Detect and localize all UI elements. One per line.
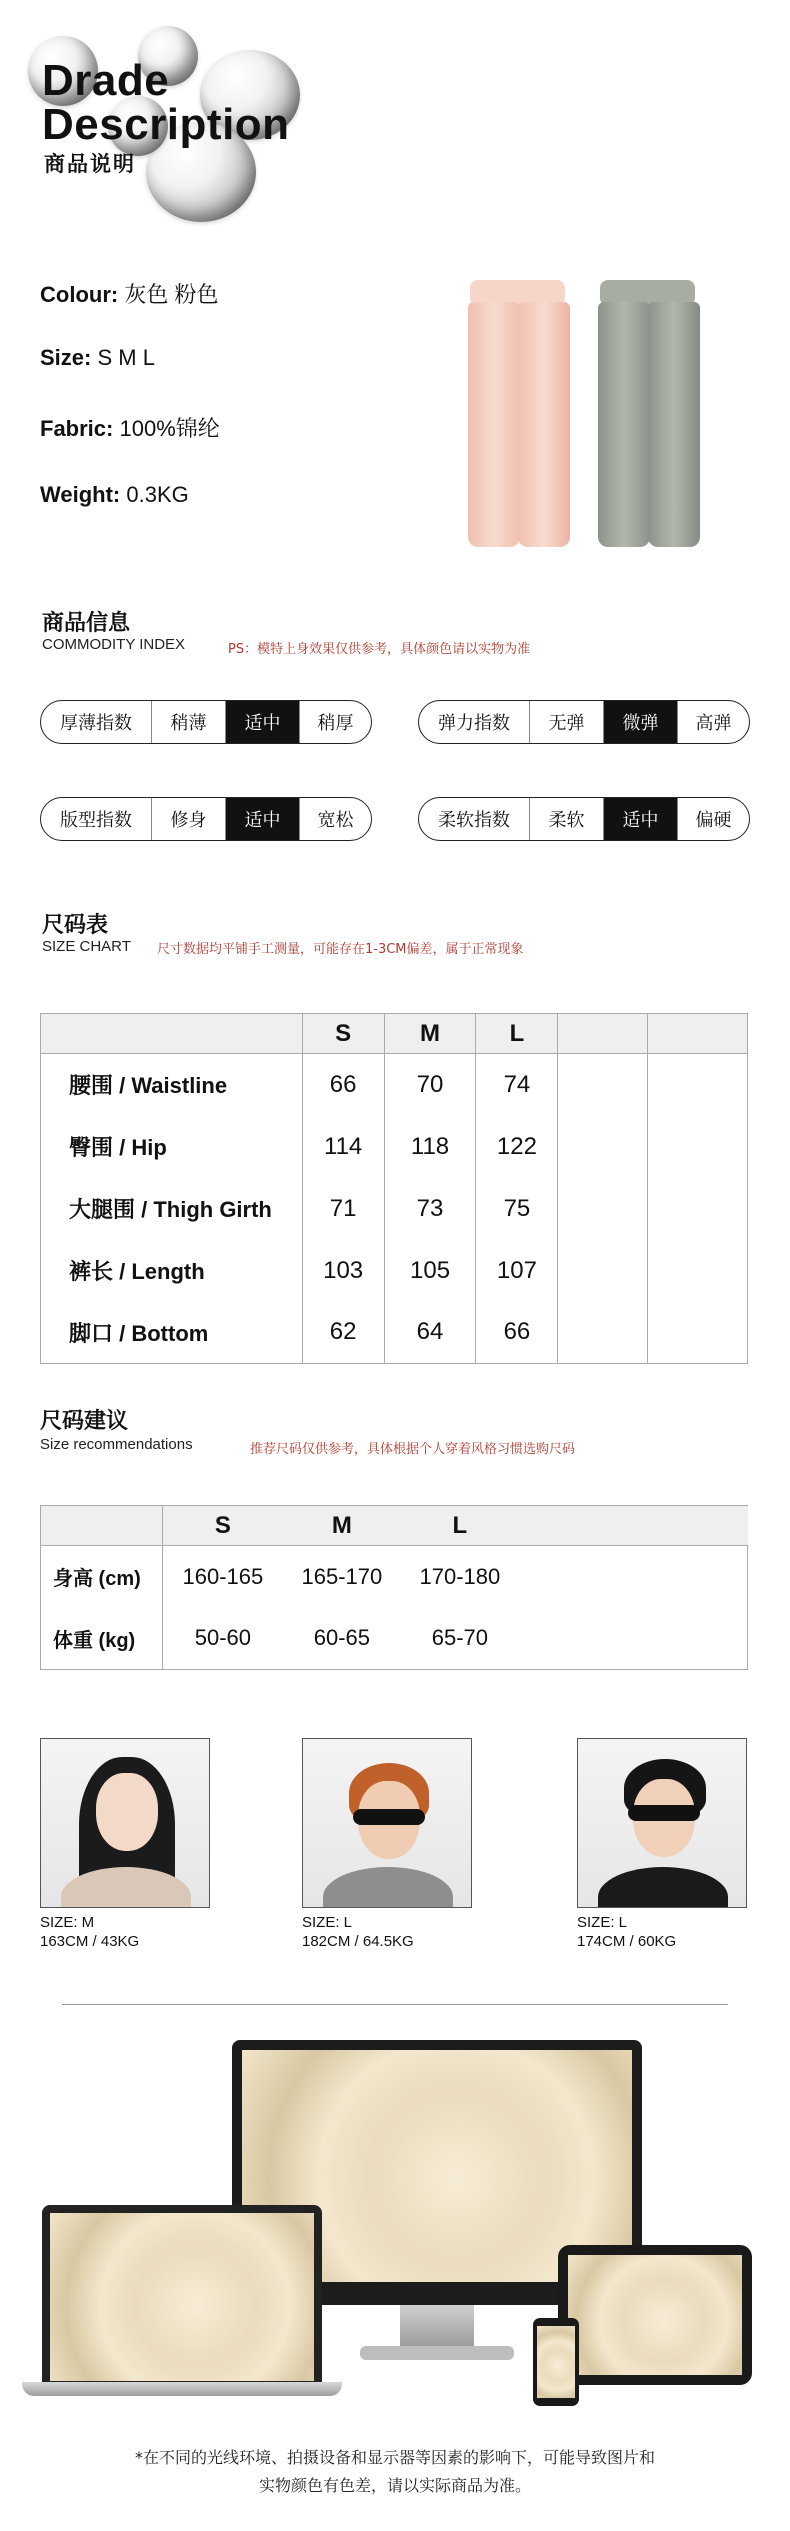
- recommend-corner: [41, 1506, 163, 1546]
- recommend-title-en: Size recommendations: [40, 1436, 193, 1453]
- elasticity-index: [418, 700, 750, 744]
- cell: 114: [302, 1116, 384, 1178]
- cell: 105: [384, 1240, 476, 1302]
- size-line: [40, 345, 155, 371]
- size-label: Size:: [40, 345, 92, 370]
- cell: 65-70: [431, 1625, 488, 1651]
- empty-cell: [558, 1302, 648, 1364]
- tablet-icon: [558, 2245, 752, 2385]
- commodity-note: PS：模特上身效果仅供参考，具体颜色请以实物为准: [228, 642, 531, 657]
- empty-cell: [648, 1302, 748, 1364]
- commodity-title-cn: 商品信息: [42, 611, 131, 636]
- cell: 71: [302, 1178, 384, 1240]
- empty-cell: [648, 1178, 748, 1240]
- row-label-length: 裤长 / Length: [41, 1240, 303, 1302]
- elasticity-option-1: 无弹: [529, 701, 603, 743]
- recommend-note: 推荐尺码仅供参考，具体根据个人穿着风格习惯选购尺码: [250, 1442, 576, 1457]
- size-header-m: M: [384, 1014, 476, 1054]
- elasticity-option-2: 微弹: [603, 701, 677, 743]
- row-label-bottom: 脚口 / Bottom: [41, 1302, 303, 1364]
- model-photo-2: [302, 1738, 472, 1908]
- weight-label: Weight:: [40, 482, 121, 507]
- fit-index-label: 版型指数: [60, 810, 132, 831]
- cell: 107: [476, 1240, 558, 1302]
- size-chart-note: 尺寸数据均平铺手工测量，可能存在1-3CM偏差，属于正常现象: [157, 942, 524, 957]
- thickness-option-1: 稍薄: [151, 701, 225, 743]
- empty-cell: [648, 1116, 748, 1178]
- size-header-l: L: [476, 1014, 558, 1054]
- cell: 74: [476, 1054, 558, 1116]
- cell: 118: [384, 1116, 476, 1178]
- cell: 122: [476, 1116, 558, 1178]
- header-title-line2: Description: [42, 100, 290, 149]
- laptop-icon: [42, 2205, 322, 2385]
- pink-pants-image: [460, 280, 575, 550]
- recommend-title-cn: 尺码建议: [40, 1409, 129, 1434]
- size-header-s: S: [302, 1014, 384, 1054]
- cell: 62: [302, 1302, 384, 1364]
- recommend-size-s: S: [214, 1511, 231, 1539]
- row-label-height: 身高 (cm): [41, 1546, 163, 1608]
- footer-line-1: *在不同的光线环境、拍摄设备和显示器等因素的影响下，可能导致图片和: [134, 2448, 655, 2467]
- size-recommend-table: [40, 1505, 748, 1670]
- row-label-hip: 臀围 / Hip: [41, 1116, 303, 1178]
- model-2-stats: 182CM / 64.5KG: [302, 1933, 414, 1950]
- fabric-line: [40, 412, 220, 443]
- cell: 60-65: [313, 1625, 370, 1651]
- fabric-value: 100%锦纶: [119, 416, 220, 441]
- table-row: [41, 1608, 748, 1670]
- size-value: S M L: [97, 345, 155, 370]
- weight-line: [40, 482, 189, 508]
- size-chart-header-row: [41, 1014, 748, 1054]
- cell: 170-180: [419, 1563, 501, 1589]
- size-chart-title-en: SIZE CHART: [42, 938, 131, 955]
- thickness-option-3: 稍厚: [299, 701, 371, 743]
- empty-cell: [648, 1054, 748, 1116]
- model-photo-3: [577, 1738, 747, 1908]
- empty-cell: [558, 1054, 648, 1116]
- table-row: [41, 1116, 748, 1178]
- fit-option-1: 修身: [151, 798, 225, 840]
- thickness-option-2: 适中: [225, 701, 299, 743]
- cell: 70: [384, 1054, 476, 1116]
- colour-label: Colour:: [40, 282, 119, 307]
- elasticity-option-3: 高弹: [677, 701, 749, 743]
- table-row: [41, 1302, 748, 1364]
- recommend-weight-values: [162, 1608, 747, 1670]
- cell: 66: [302, 1054, 384, 1116]
- cell: 165-170: [301, 1563, 383, 1589]
- size-chart-corner: [41, 1014, 303, 1054]
- fit-option-3: 宽松: [299, 798, 371, 840]
- table-row: [41, 1178, 748, 1240]
- section-divider: [62, 2004, 728, 2005]
- cell: 66: [476, 1302, 558, 1364]
- model-photo-1: [40, 1738, 210, 1908]
- table-row: [41, 1054, 748, 1116]
- cell: 160-165: [182, 1563, 264, 1589]
- size-header-empty-1: [558, 1014, 648, 1054]
- model-1-stats: 163CM / 43KG: [40, 1933, 140, 1950]
- cell: 50-60: [194, 1625, 251, 1651]
- empty-cell: [558, 1240, 648, 1302]
- footer-disclaimer: [0, 2444, 790, 2500]
- row-label-waistline: 腰围 / Waistline: [41, 1054, 303, 1116]
- model-caption-2: [302, 1913, 414, 1951]
- softness-option-1: 柔软: [529, 798, 603, 840]
- cell: 75: [476, 1178, 558, 1240]
- softness-index: [418, 797, 750, 841]
- header-subtitle: 商品说明: [44, 152, 136, 176]
- table-row: [41, 1546, 748, 1608]
- row-label-thigh: 大腿围 / Thigh Girth: [41, 1178, 303, 1240]
- softness-option-3: 偏硬: [677, 798, 749, 840]
- size-chart-title-cn: 尺码表: [42, 913, 109, 938]
- softness-option-2: 适中: [603, 798, 677, 840]
- model-3-stats: 174CM / 60KG: [577, 1933, 677, 1950]
- elasticity-index-label: 弹力指数: [438, 713, 510, 734]
- model-3-size: SIZE: L: [577, 1914, 628, 1931]
- table-row: [41, 1240, 748, 1302]
- colour-value: 灰色 粉色: [124, 282, 219, 307]
- fit-index: [40, 797, 372, 841]
- softness-index-label: 柔软指数: [438, 810, 510, 831]
- size-header-empty-2: [648, 1014, 748, 1054]
- device-display-graphic: [0, 2030, 790, 2430]
- footer-line-2: 实物颜色有色差，请以实际商品为准。: [258, 2476, 531, 2495]
- recommend-size-l: L: [452, 1511, 468, 1539]
- fit-option-2: 适中: [225, 798, 299, 840]
- model-1-size: SIZE: M: [40, 1914, 95, 1931]
- colour-line: [40, 278, 218, 309]
- empty-cell: [648, 1240, 748, 1302]
- header-title-line1: Drade: [42, 56, 170, 105]
- model-2-size: SIZE: L: [302, 1914, 353, 1931]
- model-caption-1: [40, 1913, 139, 1951]
- commodity-title-en: COMMODITY INDEX: [42, 636, 186, 653]
- grey-pants-image: [590, 280, 705, 550]
- cell: 103: [302, 1240, 384, 1302]
- cell: 73: [384, 1178, 476, 1240]
- model-caption-3: [577, 1913, 676, 1951]
- fabric-label: Fabric:: [40, 416, 114, 441]
- empty-cell: [558, 1116, 648, 1178]
- empty-cell: [558, 1178, 648, 1240]
- recommend-size-m: M: [331, 1511, 352, 1539]
- phone-icon: [533, 2318, 579, 2406]
- recommend-size-headers: [162, 1506, 747, 1546]
- cell: 64: [384, 1302, 476, 1364]
- thickness-index-label: 厚薄指数: [60, 713, 132, 734]
- recommend-header-row: [41, 1506, 748, 1546]
- size-chart-table: [40, 1013, 748, 1364]
- weight-value: 0.3KG: [126, 482, 189, 507]
- thickness-index: [40, 700, 372, 744]
- row-label-weight: 体重 (kg): [41, 1608, 163, 1670]
- recommend-height-values: [162, 1546, 747, 1608]
